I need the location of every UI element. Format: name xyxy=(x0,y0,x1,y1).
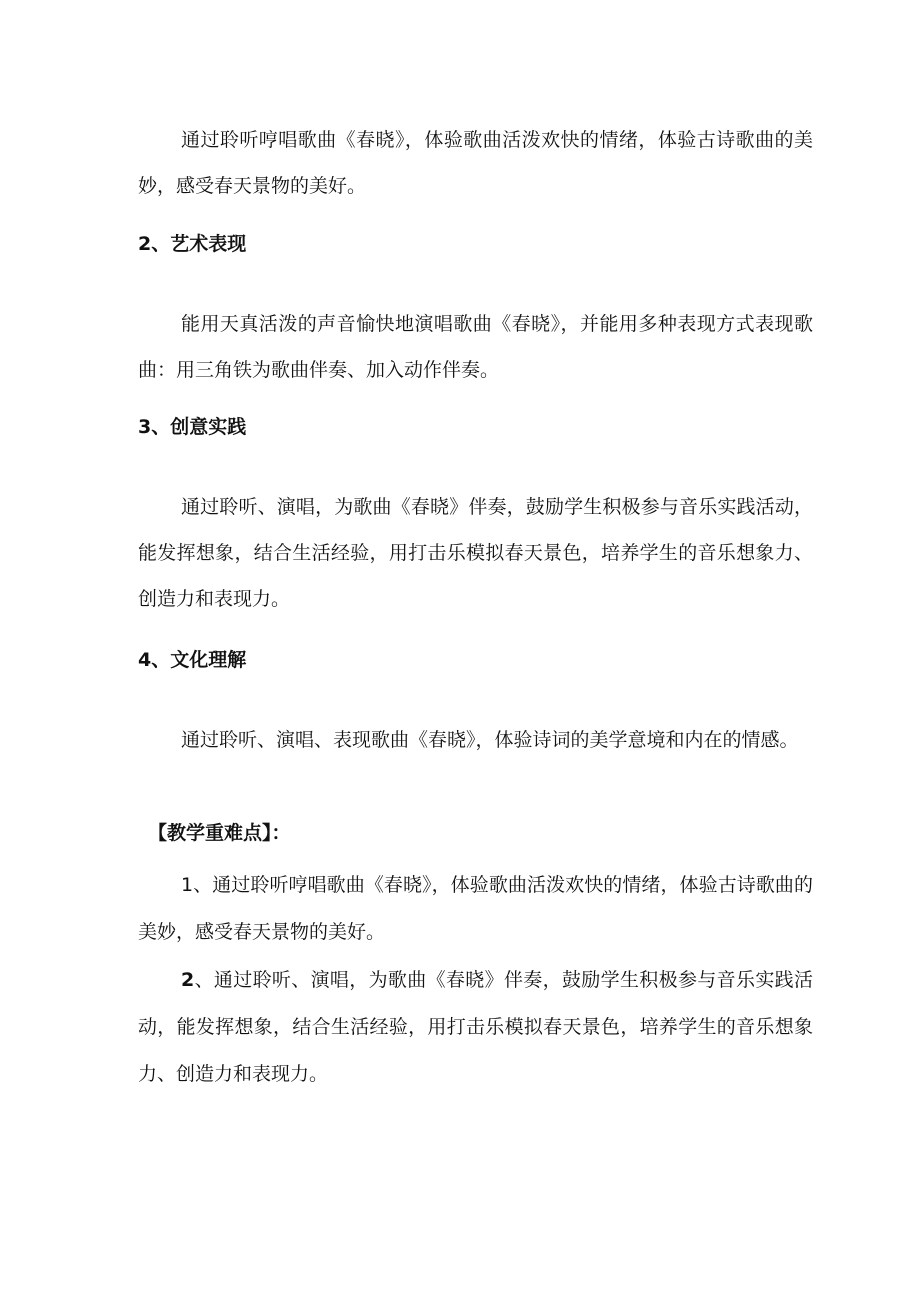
key-point-number: 1 xyxy=(181,874,194,896)
intro-paragraph: 通过聆听哼唱歌曲《春晓》，体验歌曲活泼欢快的情绪，体验古诗歌曲的美妙，感受春天景物的美好。 xyxy=(138,129,813,197)
cultural-understanding-paragraph: 通过聆听、演唱、表现歌曲《春晓》，体验诗词的美学意境和内在的情感。 xyxy=(181,729,799,751)
heading-cultural-understanding: 4、文化理解 xyxy=(138,649,247,671)
key-point-text: 、通过聆听、演唱，为歌曲《春晓》伴奏，鼓励学生积极参与音乐实践活动，能发挥想象，结合生活经验，用打击乐模拟春天景色，培养学生的音乐想象力、创造力和表现力。 xyxy=(138,969,813,1085)
heading-key-points: 【教学重难点】： xyxy=(148,822,291,844)
heading-creative-practice: 3、创意实践 xyxy=(138,416,247,438)
key-point-text: 、通过聆听哼唱歌曲《春晓》，体验歌曲活泼欢快的情绪，体验古诗歌曲的美妙，感受春天景物的美好。 xyxy=(138,874,813,943)
key-point-number: 2 xyxy=(181,969,195,991)
creative-practice-paragraph: 通过聆听、演唱，为歌曲《春晓》伴奏，鼓励学生积极参与音乐实践活动，能发挥想象，结合生活经验，用打击乐模拟春天景色，培养学生的音乐想象力、创造力和表现力。 xyxy=(138,496,813,610)
key-point-item-1 xyxy=(138,862,813,956)
art-expression-paragraph: 能用天真活泼的声音愉快地演唱歌曲《春晓》，并能用多种表现方式表现歌曲：用三角铁为歌曲伴奏、加入动作伴奏。 xyxy=(138,313,813,381)
heading-art-expression: 2、艺术表现 xyxy=(138,233,247,255)
key-point-item-2 xyxy=(138,957,813,1098)
